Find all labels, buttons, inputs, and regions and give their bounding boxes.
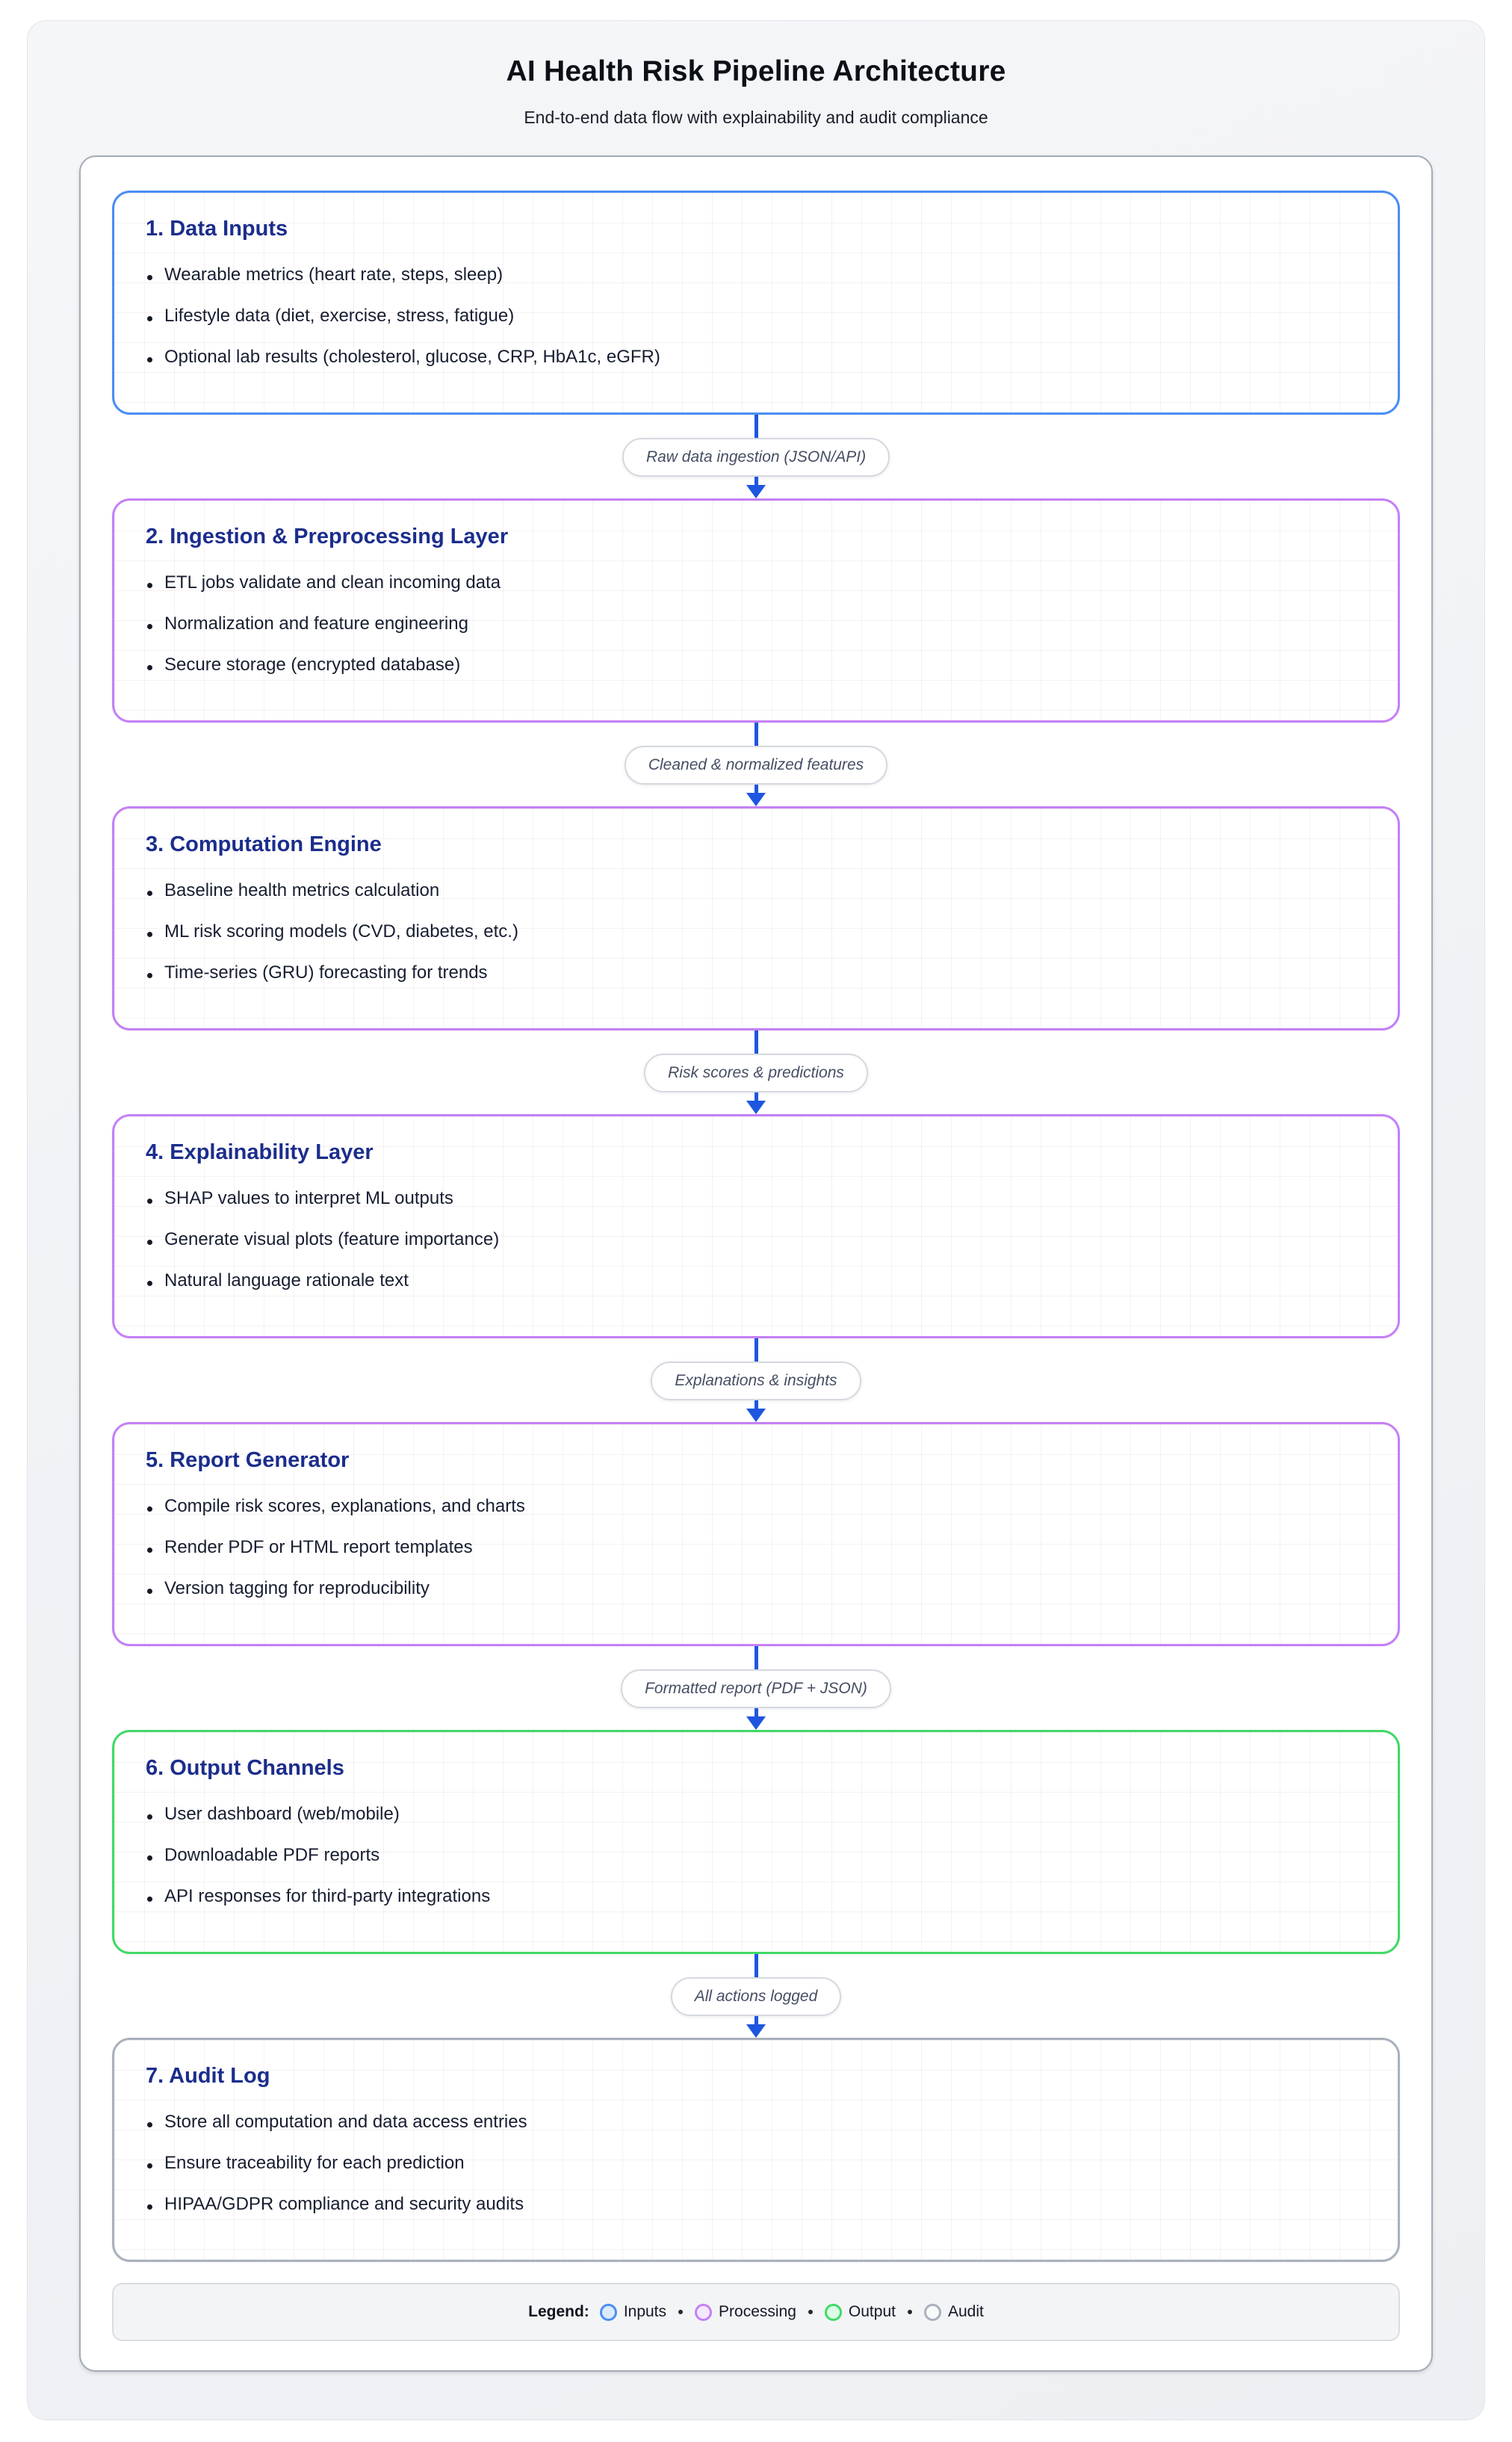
- bullet-icon: [147, 357, 152, 362]
- bullet-icon: [147, 973, 152, 978]
- legend-item-inputs: [600, 2303, 666, 2321]
- arrow-line: [755, 1092, 758, 1101]
- arrow-line: [755, 723, 758, 746]
- bullet-item: [146, 921, 1366, 943]
- flow-label-pill: Risk scores & predictions: [644, 1054, 868, 1092]
- section-title: 7. Audit Log: [146, 2064, 270, 2088]
- bullet-item: [146, 1187, 1366, 1210]
- bullet-text: Generate visual plots (feature importance): [164, 1229, 500, 1249]
- bullet-icon: [147, 665, 152, 670]
- section-box-output-channels: [112, 1730, 1400, 1954]
- section-title: 5. Report Generator: [146, 1448, 350, 1472]
- legend-item-output: [825, 2303, 896, 2321]
- diagram-card: [27, 20, 1485, 2420]
- bullet-icon: [147, 1199, 152, 1204]
- inputs-circle-icon: [600, 2304, 617, 2321]
- flow-label-pill: Raw data ingestion (JSON/API): [622, 438, 890, 477]
- bullet-icon: [147, 2163, 152, 2169]
- bullet-text: ETL jobs validate and clean incoming data: [164, 572, 501, 593]
- output-circle-icon: [825, 2304, 842, 2321]
- bullet-text: User dashboard (web/mobile): [164, 1804, 400, 1824]
- page-subtitle: End-to-end data flow with explainability and audit compliance: [524, 108, 988, 127]
- flow-label-pill: Cleaned & normalized features: [625, 746, 887, 785]
- bullet-icon: [147, 1855, 152, 1861]
- bullet-icon: [147, 1281, 152, 1286]
- bullet-text: Ensure traceability for each prediction: [164, 2153, 465, 2173]
- bullet-text: Render PDF or HTML report templates: [164, 1537, 473, 1557]
- section-title: 6. Output Channels: [146, 1756, 344, 1780]
- section-title: 1. Data Inputs: [146, 217, 288, 241]
- bullet-item: [146, 2193, 1366, 2216]
- bullet-icon: [147, 2204, 152, 2210]
- page-title: AI Health Risk Pipeline Architecture: [506, 55, 1006, 87]
- legend-item-audit: [924, 2303, 984, 2321]
- bullet-item: [146, 1577, 1366, 1600]
- bullet-icon: [147, 1897, 152, 1902]
- bullet-icon: [147, 1506, 152, 1512]
- bullet-item: [146, 1844, 1366, 1867]
- bullet-icon: [147, 1548, 152, 1553]
- arrow-line: [755, 415, 758, 438]
- bullet-item: [146, 1885, 1366, 1908]
- bullet-icon: [147, 891, 152, 896]
- arrow-line: [755, 1954, 758, 1977]
- legend-item-processing: [695, 2303, 796, 2321]
- legend-separator-dot: [808, 2310, 813, 2314]
- arrow-line: [755, 1338, 758, 1361]
- arrow-down-icon: [746, 793, 766, 806]
- flow-label-pill: Formatted report (PDF + JSON): [621, 1669, 891, 1708]
- arrow-line: [755, 1646, 758, 1669]
- section-box-data-inputs: [112, 191, 1400, 415]
- bullet-item: [146, 613, 1366, 635]
- bullet-icon: [147, 316, 152, 321]
- flow-connector: [112, 1030, 1400, 1114]
- flow-connector: [112, 1338, 1400, 1422]
- bullet-text: Optional lab results (cholesterol, glucose, CRP, HbA1c, eGFR): [164, 347, 660, 367]
- bullet-icon: [147, 624, 152, 629]
- section-title: 2. Ingestion & Preprocessing Layer: [146, 525, 509, 548]
- legend-bar: [112, 2283, 1400, 2341]
- bullet-item: [146, 305, 1366, 327]
- flow-label-pill: All actions logged: [671, 1977, 842, 2016]
- bullet-item: [146, 2152, 1366, 2174]
- bullet-text: Time-series (GRU) forecasting for trends: [164, 962, 488, 983]
- bullet-item: [146, 654, 1366, 676]
- bullet-text: ML risk scoring models (CVD, diabetes, etc.): [164, 921, 518, 942]
- legend-label: Legend:: [528, 2303, 589, 2320]
- bullet-text: Normalization and feature engineering: [164, 613, 468, 634]
- bullet-item: [146, 1228, 1366, 1251]
- arrow-down-icon: [746, 1409, 766, 1422]
- bullet-text: HIPAA/GDPR compliance and security audits: [164, 2194, 524, 2214]
- pipeline-panel: [79, 155, 1433, 2372]
- bullet-text: Downloadable PDF reports: [164, 1845, 380, 1865]
- bullet-icon: [147, 2122, 152, 2127]
- bullet-text: Compile risk scores, explanations, and charts: [164, 1496, 525, 1516]
- bullet-item: [146, 1536, 1366, 1559]
- bullet-text: Wearable metrics (heart rate, steps, sleep): [164, 265, 504, 285]
- bullet-text: SHAP values to interpret ML outputs: [164, 1188, 453, 1208]
- section-box-report-generator: [112, 1422, 1400, 1646]
- bullet-item: [146, 1803, 1366, 1826]
- legend-item-label: Audit: [947, 2303, 984, 2320]
- bullet-text: Lifestyle data (diet, exercise, stress, fatigue): [164, 306, 515, 326]
- bullet-item: [146, 1270, 1366, 1292]
- arrow-down-icon: [746, 1101, 766, 1114]
- bullet-text: Natural language rationale text: [164, 1270, 409, 1290]
- bullet-icon: [147, 275, 152, 280]
- bullet-item: [146, 264, 1366, 286]
- section-box-audit-log: [112, 2038, 1400, 2262]
- bullet-item: [146, 2111, 1366, 2133]
- arrow-down-icon: [746, 485, 766, 498]
- bullet-text: Secure storage (encrypted database): [164, 655, 461, 675]
- flow-connector: [112, 415, 1400, 498]
- flow-connector: [112, 1954, 1400, 2038]
- bullet-item: [146, 962, 1366, 984]
- bullet-text: Store all computation and data access entries: [164, 2112, 527, 2132]
- section-box-explainability-layer: [112, 1114, 1400, 1338]
- section-box-ingestion-preprocessing: [112, 498, 1400, 723]
- arrow-line: [755, 1400, 758, 1409]
- bullet-item: [146, 572, 1366, 594]
- flow-connector: [112, 723, 1400, 806]
- section-title: 3. Computation Engine: [146, 832, 382, 856]
- bullet-item: [146, 880, 1366, 902]
- flow-connector: [112, 1646, 1400, 1730]
- arrow-down-icon: [746, 1716, 766, 1730]
- processing-circle-icon: [695, 2304, 712, 2321]
- flow-label-pill: Explanations & insights: [651, 1361, 861, 1400]
- bullet-icon: [147, 1814, 152, 1820]
- bullet-icon: [147, 932, 152, 937]
- arrow-line: [755, 477, 758, 485]
- bullet-icon: [147, 1240, 152, 1245]
- section-title: 4. Explainability Layer: [146, 1140, 374, 1164]
- bullet-icon: [147, 583, 152, 588]
- legend-separator-dot: [678, 2310, 683, 2314]
- bullet-text: API responses for third-party integrations: [164, 1886, 491, 1906]
- arrow-line: [755, 785, 758, 793]
- bullet-text: Baseline health metrics calculation: [164, 880, 440, 900]
- arrow-down-icon: [746, 2024, 766, 2038]
- legend-item-label: Processing: [719, 2303, 796, 2320]
- arrow-line: [755, 1030, 758, 1054]
- arrow-line: [755, 2016, 758, 2024]
- legend-item-label: Inputs: [623, 2303, 667, 2320]
- legend-separator-dot: [908, 2310, 912, 2314]
- audit-circle-icon: [924, 2304, 941, 2321]
- bullet-item: [146, 1495, 1366, 1518]
- section-box-computation-engine: [112, 806, 1400, 1030]
- bullet-icon: [147, 1589, 152, 1594]
- legend-item-label: Output: [848, 2303, 896, 2320]
- arrow-line: [755, 1708, 758, 1716]
- diagram-header: [28, 21, 1484, 128]
- bullet-item: [146, 346, 1366, 368]
- bullet-text: Version tagging for reproducibility: [164, 1578, 430, 1598]
